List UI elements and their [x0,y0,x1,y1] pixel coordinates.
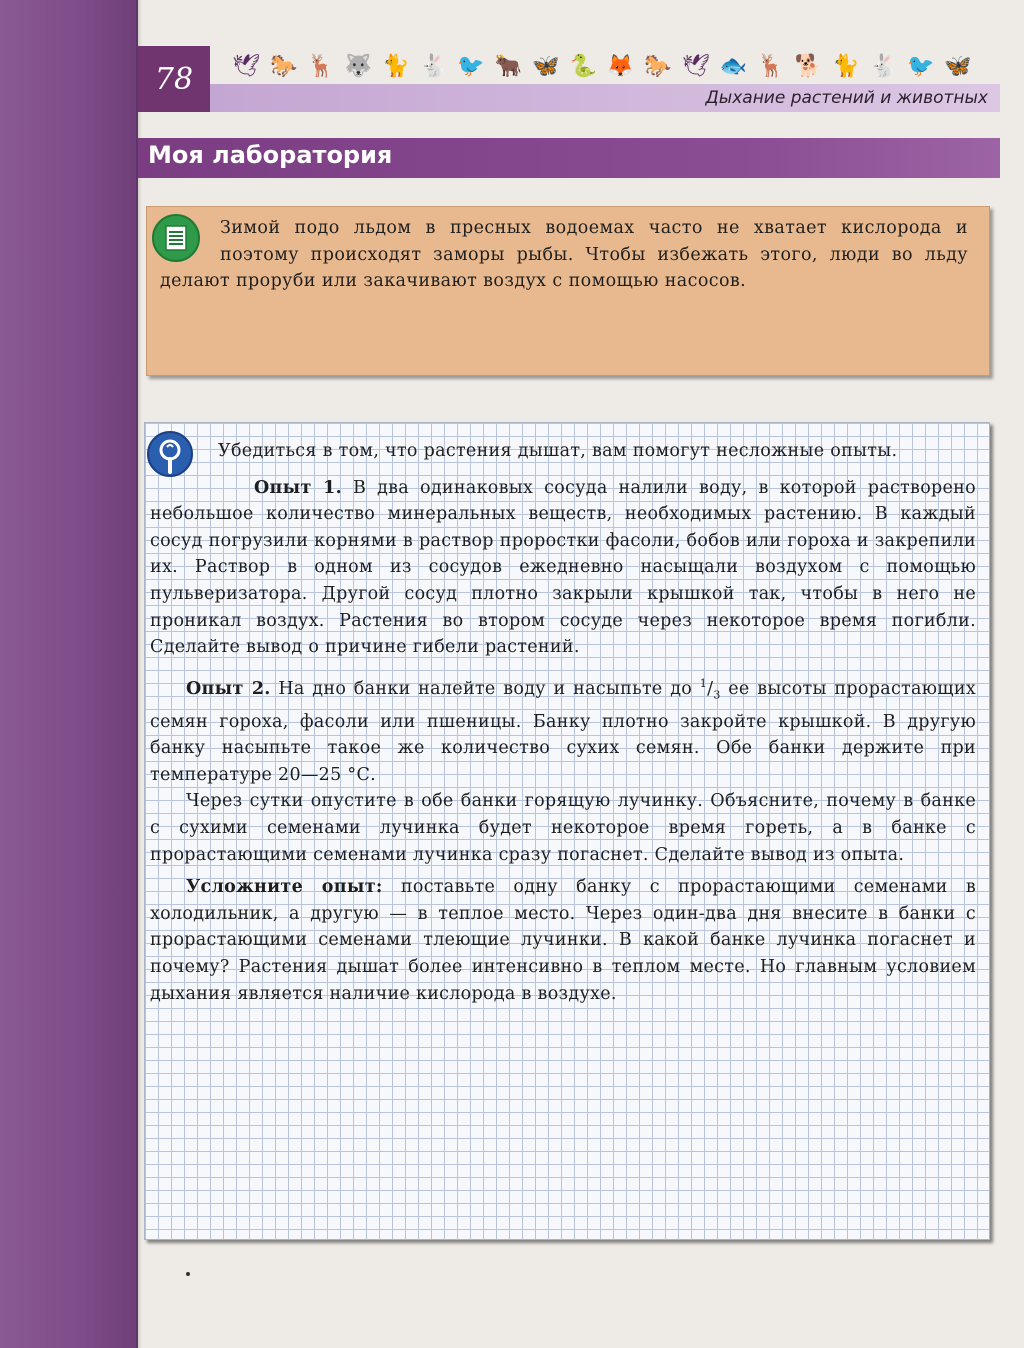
deer-icon: 🦌 [757,54,785,79]
wolf-icon: 🐺 [344,54,373,79]
complicate-text: поставьте одну банку с прорастающими семенами в холодильник, а другую — в теплое место. Через один-два дня внесите в банки с прорастающими семенами тлеющие лучинки. В какой банке лучинка погаснет и почему? Растения дышат более интенсивно в теплом месте. Но главным условием дыхания является наличие кислорода в воздухе. [150,877,977,1004]
animal-silhouettes-icon [232,52,972,82]
section-title: Моя лаборатория [148,141,393,169]
fish-icon: 🐟 [719,54,748,79]
experiment-1-text: В два одинаковых сосуда налили воду, в которой растворено небольшое количество минеральных веществ, необходимых растению. В каждый сосуд погрузили корнями в раствор проростки фасоли, бобов или гороха и закрепили их. Раствор в одном из сосудов ежедневно насыщали воздухом с помощью пульверизатора. Другой сосуд плотно закрыли крышкой так, чтобы в него не проникал воздух. Растения во втором сосуде через некоторое время погибли. Сделайте вывод о причине гибели растений. [150,477,976,658]
left-margin-strip [0,0,138,1348]
page-speck [186,1272,190,1276]
butterfly-icon: 🦋 [532,54,560,79]
chapter-title: Дыхание растений и животных [705,88,988,108]
fraction-numerator: 1 [699,676,708,690]
experiment-2 [150,671,976,789]
experiment-2-text-a: На дно банки налейте воду и насыпьте до [270,678,700,699]
snake-icon: 🐍 [569,54,597,79]
horse-icon: 🐎 [644,54,672,79]
deer-icon: 🦌 [307,54,335,79]
complicate-experiment [150,874,976,1007]
dog-icon: 🐕 [794,54,823,79]
experiment-2-label: Опыт 2. [186,678,271,699]
experiment-2-text-b: ее высоты прорастающих семян гороха, фасоли или пшеницы. Банку плотно закройте крышкой. В другую банку насыпьте такое же количество сухих семян. Обе банки держите при температуре 20—25 °С. [150,678,976,785]
info-box-text: Зимой подо льдом в пресных водоемах часто не хватает кислорода и поэтому происходят заморы рыбы. Чтобы избежать этого, люди во льду делают проруби или закачивают воздух с помощью насосов. [160,218,968,291]
lab-text [150,438,976,1007]
bird-icon: 🐦 [457,54,485,79]
rabbit-icon: 🐇 [869,54,897,79]
fraction-denominator: 3 [713,688,721,702]
horse-icon: 🐎 [269,54,298,79]
cat-icon: 🐈 [832,54,860,79]
bird-icon: 🕊 [232,54,260,79]
experiment-1-label: Опыт 1. [254,477,342,498]
butterfly-icon: 🦋 [944,54,972,79]
bird-icon: 🕊 [681,54,710,79]
rabbit-icon: 🐇 [419,54,448,79]
lab-intro: Убедиться в том, что растения дышат, вам помогут несложные опыты. [218,441,898,461]
complicate-label: Усложните опыт: [186,877,383,898]
left-strip-shadow [136,0,142,1348]
fox-icon: 🦊 [606,54,635,79]
experiment-2-followup: Через сутки опустите в обе банки горящую лучинку. Объясните, почему в банке с сухими семенами лучинка будет некоторое время гореть, а в банке с прорастающими семенами лучинка сразу погаснет. Сделайте вывод из опыта. [150,791,976,865]
bull-icon: 🐂 [494,54,522,79]
page-number: 78 [154,61,194,97]
bird-icon: 🐦 [906,54,935,79]
cat-icon: 🐈 [382,54,410,79]
fraction: $^1/_3$ [699,676,721,702]
experiment-1 [150,475,976,661]
page-number-box [138,46,210,112]
